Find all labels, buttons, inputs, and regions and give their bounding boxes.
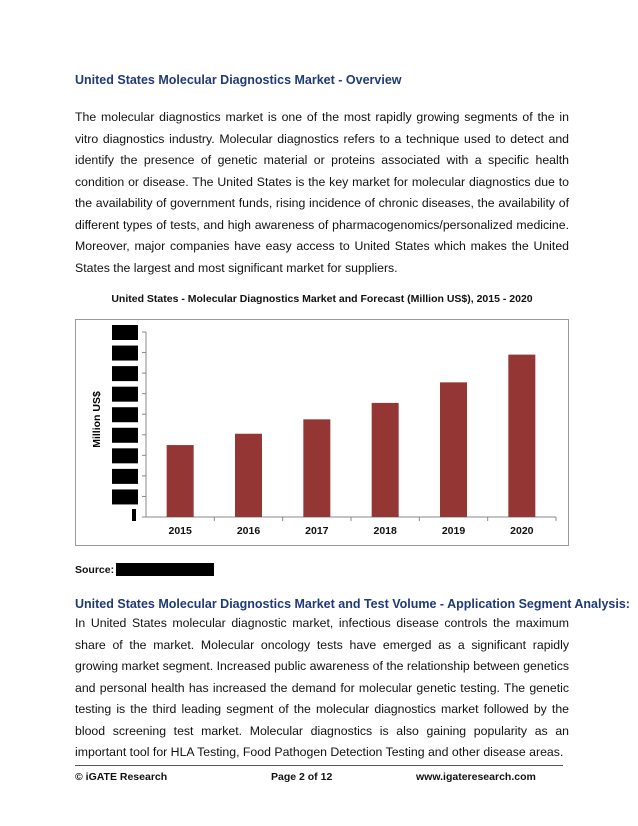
y-tick-label-redaction [112, 407, 138, 422]
bar-2020 [508, 355, 535, 517]
y-tick-label-redaction [132, 509, 136, 521]
bar-2015 [167, 445, 194, 517]
x-tick-label-2017: 2017 [305, 525, 329, 537]
footer-page-number: Page 2 of 12 [271, 771, 333, 783]
x-tick-label-2018: 2018 [373, 525, 397, 537]
y-tick-label-redaction [112, 325, 138, 340]
chart-title: United States - Molecular Diagnostics Market and Forecast (Million US$), 2015 - 2020 [111, 293, 533, 305]
segment-paragraph: In United States molecular diagnostic market, infectious disease controls the maximum share of the market. Molecular oncology tests have emerged as a significant rapidly growing market segment. Increased public awareness of the relationship between genetics and personal health has increased the demand for molecular genetic testing. The genetic testing is the third leading segment of the molecular diagnostics market followed by the blood screening test market. Molecular diagnostics is also gaining popularity as an important tool for HLA Testing, Food Pathogen Detection Testing and other disease areas. [75, 616, 569, 759]
segment-heading: United States Molecular Diagnostics Market and Test Volume - Application Segment Analysis: [75, 597, 630, 611]
y-tick-label-redaction [112, 489, 138, 504]
source-redaction [116, 563, 214, 576]
bar-2018 [372, 403, 399, 517]
x-tick-label-2019: 2019 [441, 525, 466, 537]
y-tick-label-redaction [112, 346, 138, 361]
bar-chart [76, 320, 568, 545]
bar-2017 [303, 419, 330, 517]
x-tick-label-2020: 2020 [510, 525, 534, 537]
y-tick-label-redaction [112, 366, 138, 381]
y-tick-label-redaction [112, 448, 138, 463]
footer-divider [75, 765, 563, 766]
y-tick-label-redaction [112, 428, 138, 443]
bar-2019 [440, 382, 467, 517]
overview-paragraph: The molecular diagnostics market is one of the most rapidly growing segments of the in vitro diagnostics industry. Molecular diagnostics refers to a technique used to detect and identify the presence of genetic material or proteins associated with a specific health condition or disease. The United States is the key market for molecular diagnostics due to the availability of government funds, rising incidence of chronic diseases, the availability of different types of tests, and high awareness of pharmacogenomics/personalized medicine. Moreover, major companies have easy access to United States which makes the United States the largest and most significant market for suppliers. [75, 110, 569, 275]
footer-copyright: © iGATE Research [75, 771, 168, 783]
x-tick-label-2015: 2015 [168, 525, 192, 537]
x-tick-label-2016: 2016 [236, 525, 261, 537]
y-tick-label-redaction [112, 469, 138, 484]
footer-website: www.igateresearch.com [416, 771, 536, 783]
y-axis-label: Million US$ [91, 391, 103, 448]
y-tick-label-redaction [112, 387, 138, 402]
chart-container [75, 319, 569, 546]
overview-heading: United States Molecular Diagnostics Market - Overview [75, 73, 402, 87]
bar-2016 [235, 434, 262, 517]
source-label: Source: [75, 564, 115, 576]
